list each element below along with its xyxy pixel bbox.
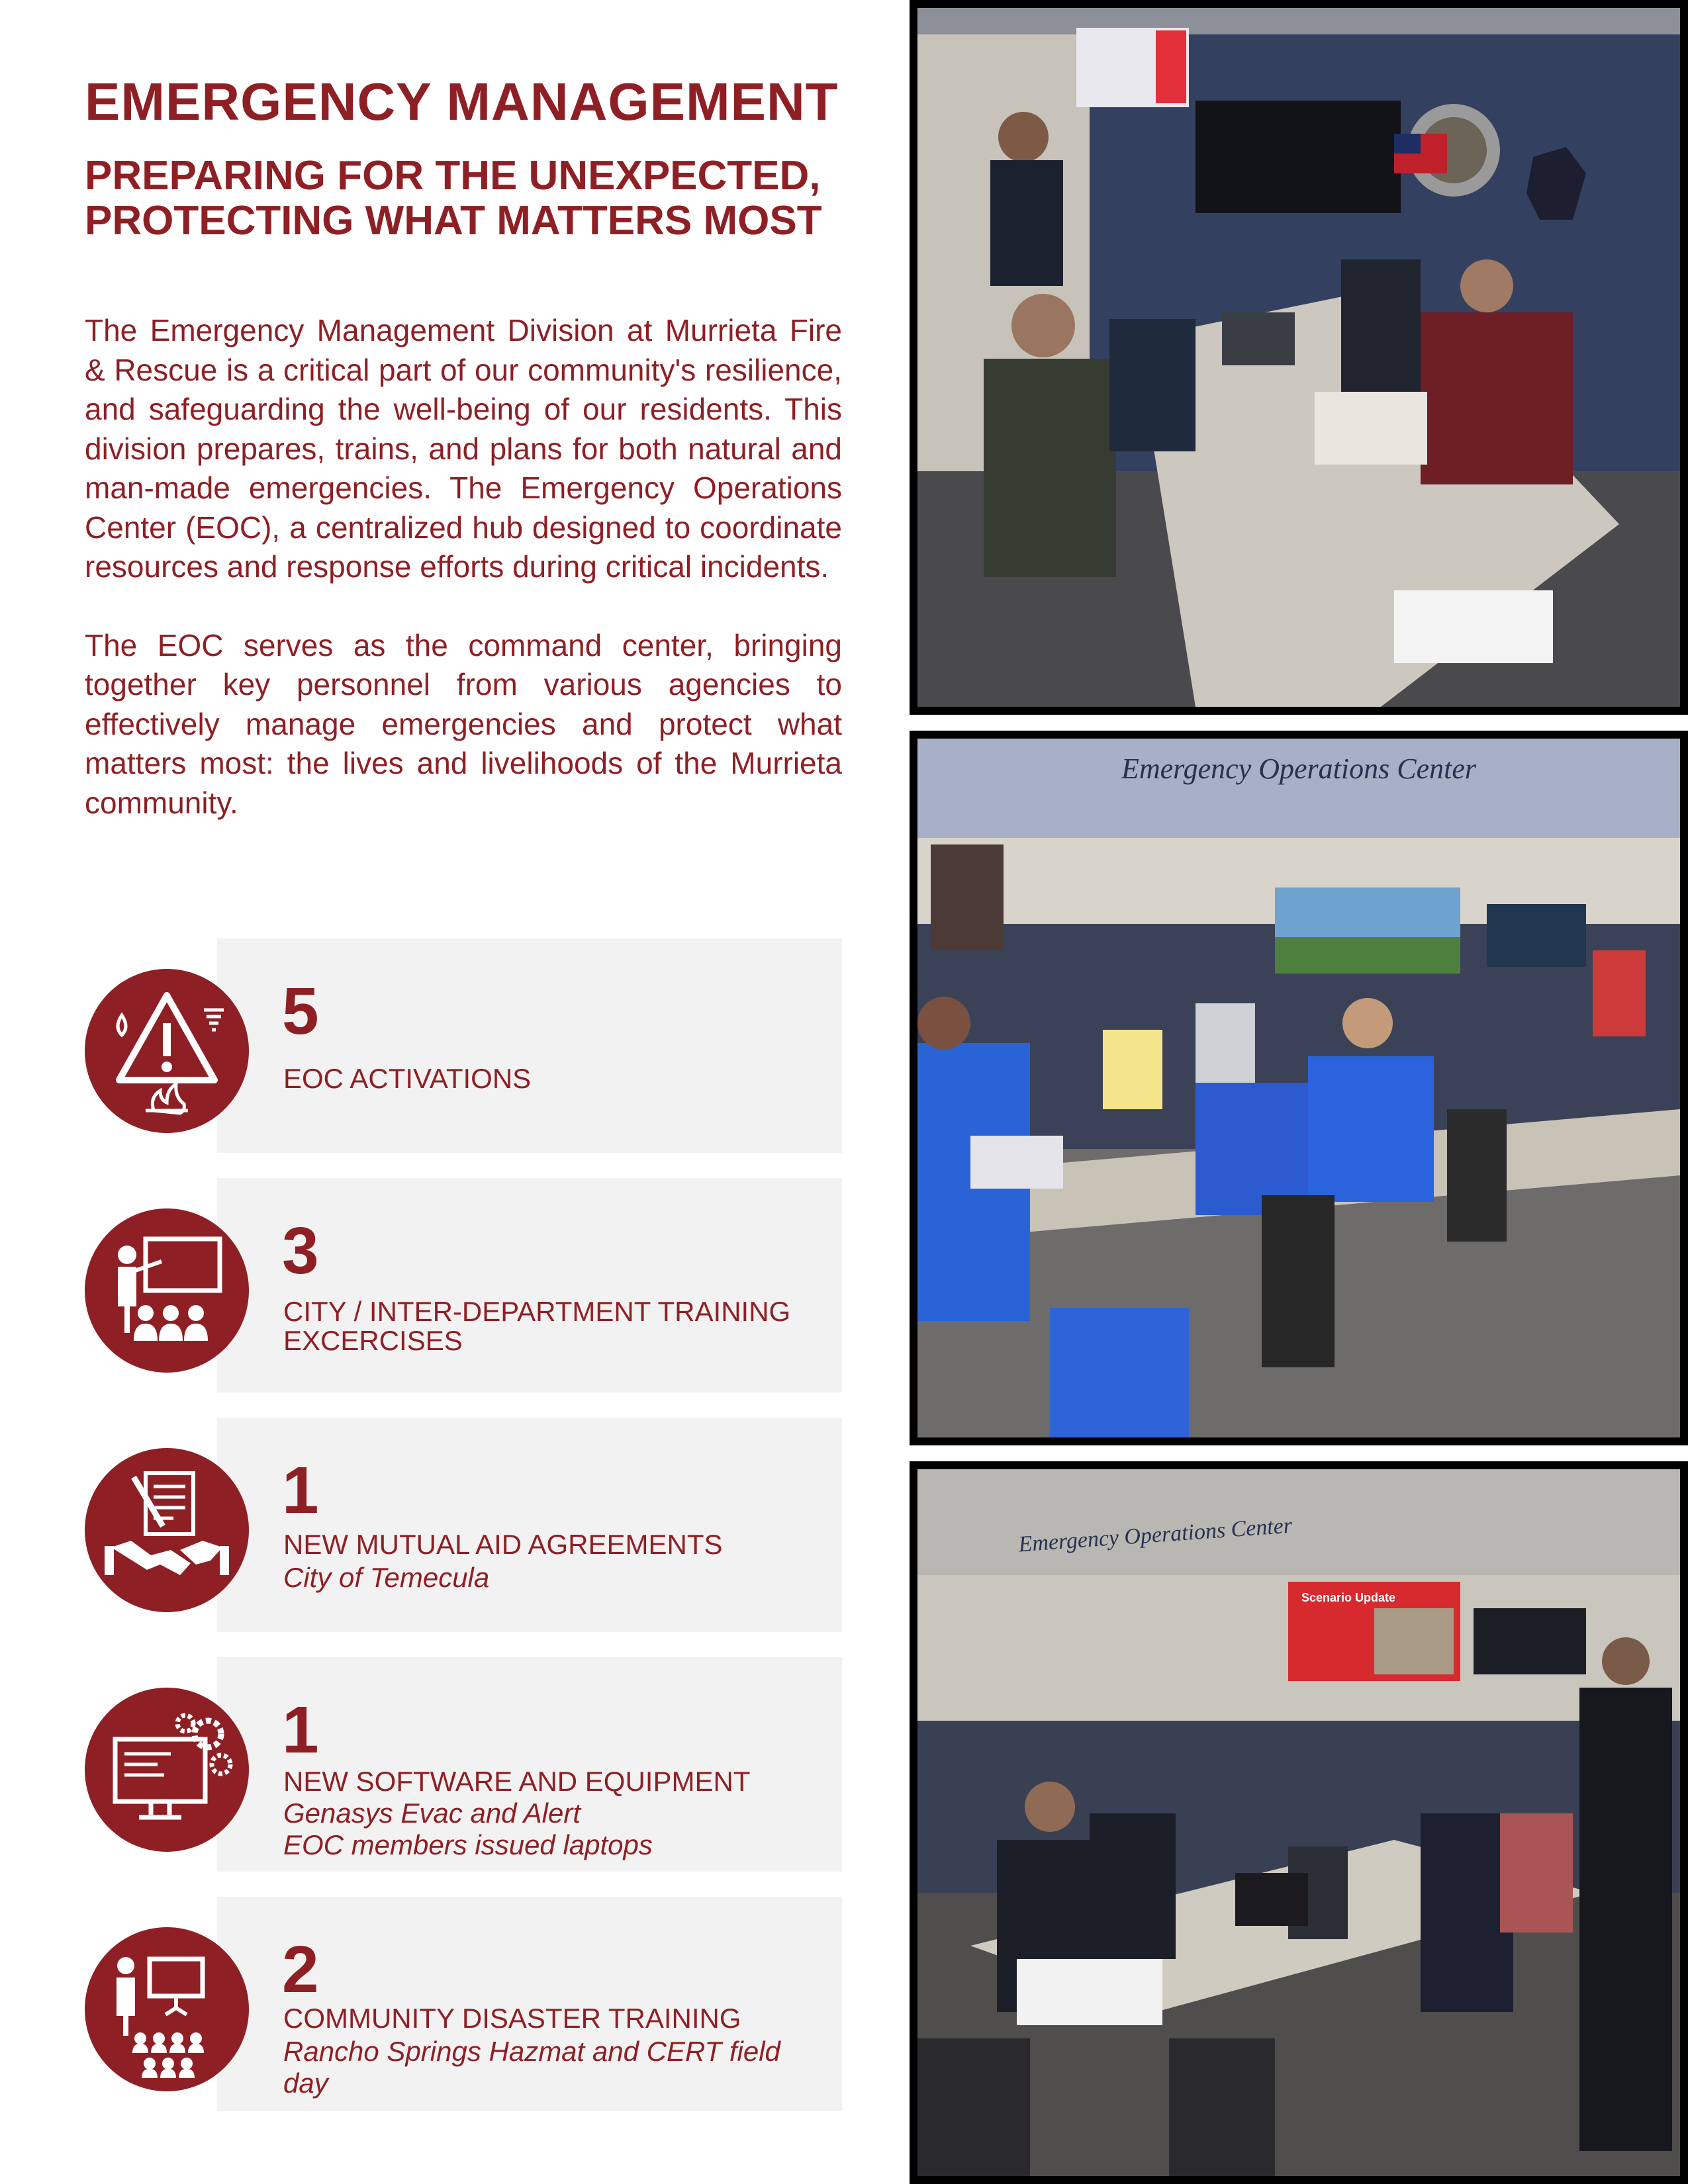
stat-label: NEW SOFTWARE AND EQUIPMENT [283, 1766, 751, 1797]
stat-detail: City of Temecula [283, 1562, 490, 1593]
page-subtitle: PREPARING FOR THE UNEXPECTED, PROTECTING WHAT MATTERS MOST [85, 153, 822, 244]
stat-label: EOC ACTIVATIONS [283, 1063, 532, 1094]
photo-eoc-activation [910, 731, 1688, 1445]
stat-value: 5 [282, 974, 319, 1048]
hazard-warning-icon [85, 969, 249, 1133]
classroom-training-icon [85, 1208, 249, 1373]
stat-detail: EOC members issued laptops [283, 1829, 653, 1860]
presentation-audience-icon [85, 1927, 249, 2091]
stat-value: 1 [282, 1693, 319, 1767]
intro-paragraph: The EOC serves as the command center, bringing together key personnel from various agencies to effectively manage emergencies and protect what matters most: the lives and livelihoods of the Murrieta community. [85, 627, 842, 820]
photo-eoc-scenario [910, 1461, 1688, 2184]
page-title: EMERGENCY MANAGEMENT [85, 72, 839, 131]
photo-sign-text: Emergency Operations Center [1017, 1513, 1293, 1557]
stat-software-equipment [0, 1657, 854, 1876]
stat-detail: Genasys Evac and Alert [283, 1797, 581, 1829]
stat-value: 2 [282, 1933, 319, 2007]
stat-label: COMMUNITY DISASTER TRAINING [283, 2003, 741, 2034]
handshake-agreement-icon [85, 1448, 249, 1612]
stat-eoc-activations [0, 938, 854, 1157]
stat-value: 3 [282, 1214, 319, 1288]
stat-community-training [0, 1897, 854, 2115]
stat-detail: Rancho Springs Hazmat and CERT field day [283, 2036, 780, 2099]
intro-paragraph: The Emergency Management Division at Murrieta Fire & Rescue is a critical part of our community's resilience, and safeguarding the well-being of our residents. This division prepares, trains, and plans for both natural and man-made emergencies. The Emergency Operations Center (EOC), a centralized hub designed to coordinate resources and response efforts during critical incidents. [85, 313, 842, 584]
photo-screen-text: Scenario Update [1301, 1591, 1396, 1604]
photo-sign-text: Emergency Operations Center [1121, 752, 1477, 785]
photo-eoc-briefing [910, 0, 1688, 715]
stat-label: NEW MUTUAL AID AGREEMENTS [283, 1529, 723, 1560]
stat-training-exercises [0, 1178, 854, 1396]
stat-value: 1 [282, 1453, 319, 1527]
intro-text [85, 311, 842, 862]
stat-label: CITY / INTER-DEPARTMENT TRAINING EXCERCISES [283, 1296, 791, 1356]
computer-gears-icon [85, 1688, 249, 1852]
stat-mutual-aid [0, 1418, 854, 1636]
